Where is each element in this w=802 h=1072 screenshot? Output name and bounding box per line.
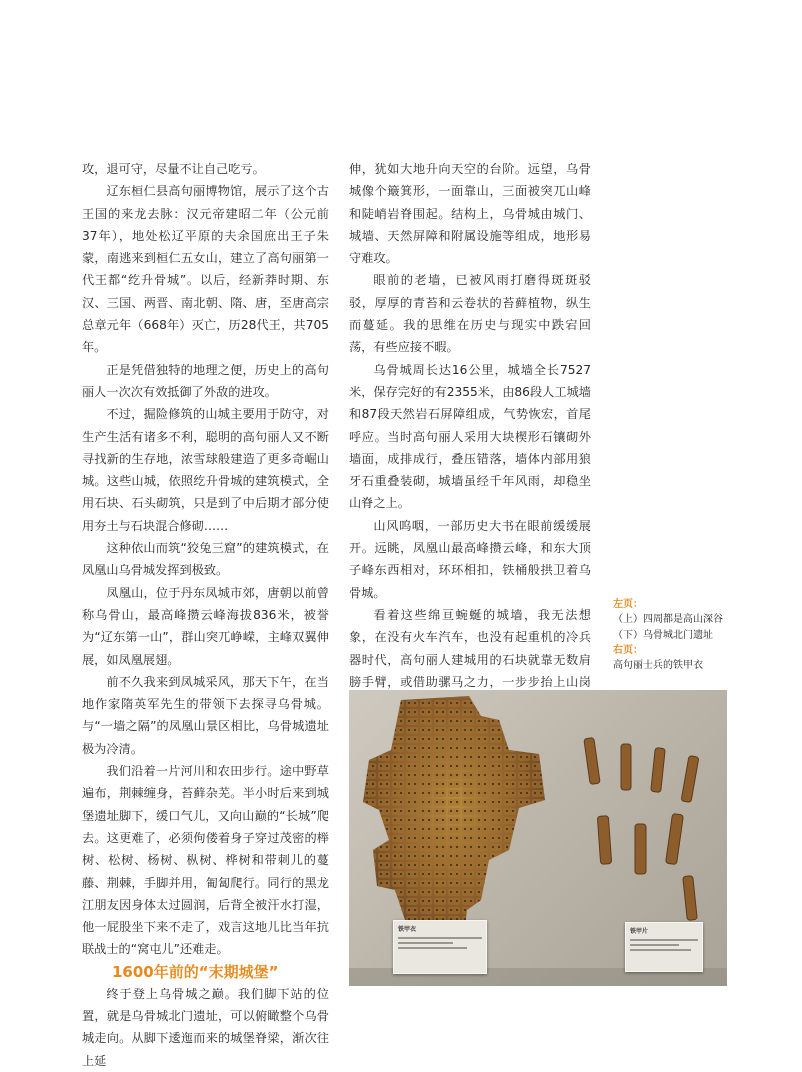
left-text-column [82, 158, 329, 1072]
paragraph: 终于登上乌骨城之巅。我们脚下站的位置，就是乌骨城北门遗址，可以俯瞰整个乌骨城走向。从脚下逶迤而来的城堡脊梁，渐次往上延 [82, 986, 329, 1068]
paragraph: 看着这些绵亘蜿蜒的城墙，我无法想象，在没有火车汽车，也没有起重机的冷兵器时代，高句丽人建城用的石块就靠无数肩膀手臂，或借助骡马之力，一步步抬上山岗 [349, 607, 591, 689]
paragraph: 乌骨城周长达16公里，城墙全长7527米，保存完好的有2355米，由86段人工城墙和87段天然岩石屏障组成，气势恢宏，首尾呼应。当时高句丽人采用大块楔形石镶砌外墙面，成排成行，叠压错落，墙体内部用狼牙石重叠装砌，城墙虽经千年风雨，却稳坐山脊之上。 [349, 362, 591, 511]
paragraph: 我们沿着一片河川和农田步行。途中野草遍布，荆棘缠身，苔藓杂芜。半小时后来到城堡遗址脚下，缓口气儿，又向山巅的“长城”爬去。这更难了，必须佝偻着身子穿过茂密的榉树、松树、杨树、枞树、桦树和带刺儿的蔓藤、荆棘，手脚并用，匍匐爬行。同行的黑龙江朋友因身体太过圆润，后背全被汗水打湿，他一屁股坐下来不走了，戏言这地儿比当年抗联战士的“窝屯儿”还难走。 [82, 764, 329, 957]
caption-right-label: 右页： [613, 644, 643, 656]
paragraph: 攻，退可守，尽量不让自己吃亏。 [82, 162, 265, 176]
paragraph: 眼前的老墙，已被风雨打磨得斑斑驳驳，厚厚的青苔和云卷状的苔藓植物，纵生而蔓延。我的思维在历史与现实中跌宕回荡，有些应接不暇。 [349, 273, 591, 355]
paragraph: 不过，掘险修筑的山城主要用于防守，对生产生活有诸多不利，聪明的高句丽人又不断寻找新的生存地，浓雪球般建造了更多奇崛山城。这些山城，依照纥升骨城的建筑模式，全用石块、石头砌筑，只是到了中后期才部分使用夯土与石块混合修砌…… [82, 407, 329, 533]
caption-left-line: （上）四周都是高山深谷 [613, 614, 723, 626]
paragraph: 山风呜咽，一部历史大书在眼前缓缓展开。远眺，凤凰山最高峰攒云峰，和东大顶子峰东西相对，环环相扣，铁桶般拱卫着乌骨城。 [349, 518, 591, 600]
exhibit-label-card [625, 922, 703, 972]
paragraph: 前不久我来到凤城采风，那天下午，在当地作家隋英军先生的带领下去探寻乌骨城。与“一墙之隔”的凤凰山景区相比，乌骨城遗址极为冷清。 [82, 674, 329, 756]
paragraph: 凤凰山，位于丹东凤城市郊，唐朝以前曾称乌骨山，最高峰攒云峰海拔836米，被誉为“辽东第一山”，群山突兀峥嵘，主峰双翼伸展，如凤凰展翅。 [82, 585, 329, 667]
paragraph: 这种依山而筑“狡兔三窟”的建筑模式，在凤凰山乌骨城发挥到极致。 [82, 541, 329, 578]
iron-armor-photo [349, 690, 727, 986]
section-heading: 1600年前的“末期城堡” [112, 962, 279, 981]
paragraph: 正是凭借独特的地理之便，历史上的高句丽人一次次有效抵御了外敌的进攻。 [82, 362, 329, 399]
iron-lamella-pieces [584, 738, 699, 921]
exhibit-label-card [393, 920, 487, 974]
caption-left-label: 左页： [613, 599, 643, 610]
exhibit-label-title: 铁甲衣 [398, 926, 417, 933]
paragraph: 辽东桓仁县高句丽博物馆，展示了这个古王国的来龙去脉：汉元帝建昭二年（公元前37年），地处松辽平原的夫余国庶出王子朱蒙，南逃来到桓仁五女山，建立了高句丽第一代王都“纥升骨城”。以后，经新莽时期、东汉、三国、两晋、南北朝、隋、唐，至唐高宗总章元年（668年）灭亡，历28代王，共705年。 [82, 184, 329, 355]
caption-left-line: （下）乌骨城北门遗址 [613, 629, 713, 641]
caption-right-line: 高句丽士兵的铁甲衣 [613, 660, 703, 672]
photo-caption [613, 597, 743, 673]
paragraph: 伸，犹如大地升向天空的台阶。远望，乌骨城像个簸箕形，一面靠山，三面被突兀山峰和陡峭岩脊围起。结构上，乌骨城由城门、城墙、天然屏障和附属设施等组成，地形易守难攻。 [349, 162, 591, 266]
exhibit-label-title: 铁甲片 [630, 928, 649, 935]
